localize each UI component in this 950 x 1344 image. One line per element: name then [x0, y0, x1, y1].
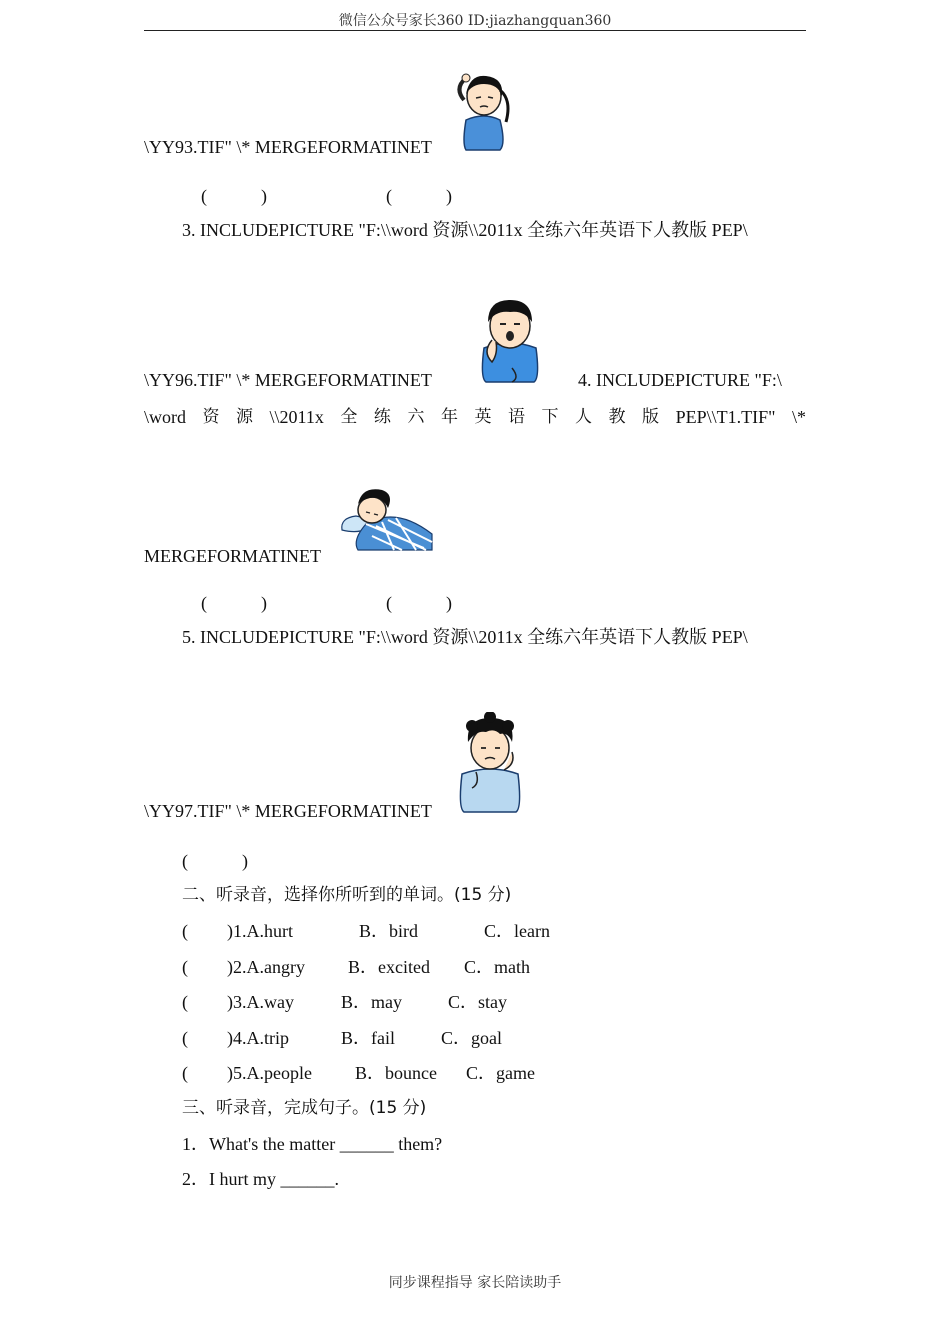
q4-word: 练	[373, 407, 391, 427]
list-item-option-a: )4.A.trip	[227, 1028, 289, 1048]
answer-paren: ( )	[386, 593, 452, 613]
list-item-option-c: C．goal	[441, 1028, 502, 1048]
list-item-option-a: )1.A.hurt	[227, 921, 293, 941]
section-3-question-2: 2．I hurt my ______.	[182, 1169, 339, 1189]
question-5: 5. INCLUDEPICTURE "F:\\word 资源\\2011x 全练六年英语下人教版 PEP\	[182, 627, 748, 647]
q4-word: 六	[407, 407, 425, 427]
q4-word: \\2011x	[269, 407, 324, 427]
list-item-paren: (	[182, 1028, 188, 1048]
answer-paren: ( )	[182, 851, 248, 871]
list-item-option-b: B．fail	[341, 1028, 395, 1048]
q4-word: 下	[541, 407, 559, 427]
list-item-option-b: B．bounce	[355, 1063, 437, 1083]
list-item-option-a: )3.A.way	[227, 992, 294, 1012]
list-item-paren: (	[182, 1063, 188, 1083]
picture-ref-yy93: \YY93.TIF" \* MERGEFORMATINET	[144, 137, 432, 157]
mergeformat-text: MERGEFORMATINET	[144, 546, 322, 566]
question-3: 3. INCLUDEPICTURE "F:\\word 资源\\2011x 全练六年英语下人教版 PEP\	[182, 220, 748, 240]
section-3-question-1: 1．What's the matter ______ them?	[182, 1134, 443, 1154]
list-item-option-b: B．may	[341, 992, 402, 1012]
picture-ref-yy96: \YY96.TIF" \* MERGEFORMATINET	[144, 370, 432, 390]
list-item-paren: (	[182, 957, 188, 977]
list-item-option-b: B．excited	[348, 957, 430, 977]
boy-curly-hair-illustration	[454, 712, 526, 814]
q4-word: 教	[608, 407, 626, 427]
q4-word: 年	[440, 407, 458, 427]
question-4-start: 4. INCLUDEPICTURE "F:\	[578, 370, 782, 390]
q4-word: \*	[791, 407, 806, 427]
q4-word: 资	[202, 407, 220, 427]
answer-paren: ( )	[201, 186, 267, 206]
section-2-title: 二、听录音，选择你所听到的单词。(15 分)	[182, 885, 512, 905]
q4-word: \word	[144, 407, 186, 427]
list-item-option-c: C．math	[464, 957, 530, 977]
q4-word: PEP\\T1.TIF"	[675, 407, 776, 427]
section-3-title: 三、听录音，完成句子。(15 分)	[182, 1098, 427, 1118]
boy-toothache-illustration	[462, 292, 556, 384]
page-header: 微信公众号家长360 ID:jiazhangquan360	[144, 10, 806, 31]
list-item-option-c: C．game	[466, 1063, 535, 1083]
page-footer: 同步课程指导 家长陪读助手	[388, 1275, 562, 1291]
picture-ref-yy97: \YY97.TIF" \* MERGEFORMATINET	[144, 801, 432, 821]
list-item-option-c: C．stay	[448, 992, 508, 1012]
q4-word: 全	[340, 407, 358, 427]
list-item-paren: (	[182, 992, 188, 1012]
girl-sick-in-bed-illustration	[336, 480, 440, 554]
q4-word: 英	[474, 407, 492, 427]
list-item-option-a: )2.A.angry	[227, 957, 305, 977]
q4-word: 版	[642, 407, 660, 427]
list-item-paren: (	[182, 921, 188, 941]
answer-paren: ( )	[386, 186, 452, 206]
list-item-option-a: )5.A.people	[227, 1063, 312, 1083]
list-item-option-b: B．bird	[359, 921, 419, 941]
question-4-continued	[144, 406, 806, 428]
girl-headache-illustration	[452, 70, 516, 154]
answer-paren: ( )	[201, 593, 267, 613]
q4-word: 语	[507, 407, 525, 427]
q4-word: 源	[236, 407, 254, 427]
q4-word: 人	[575, 407, 593, 427]
list-item-option-c: C．learn	[484, 921, 550, 941]
